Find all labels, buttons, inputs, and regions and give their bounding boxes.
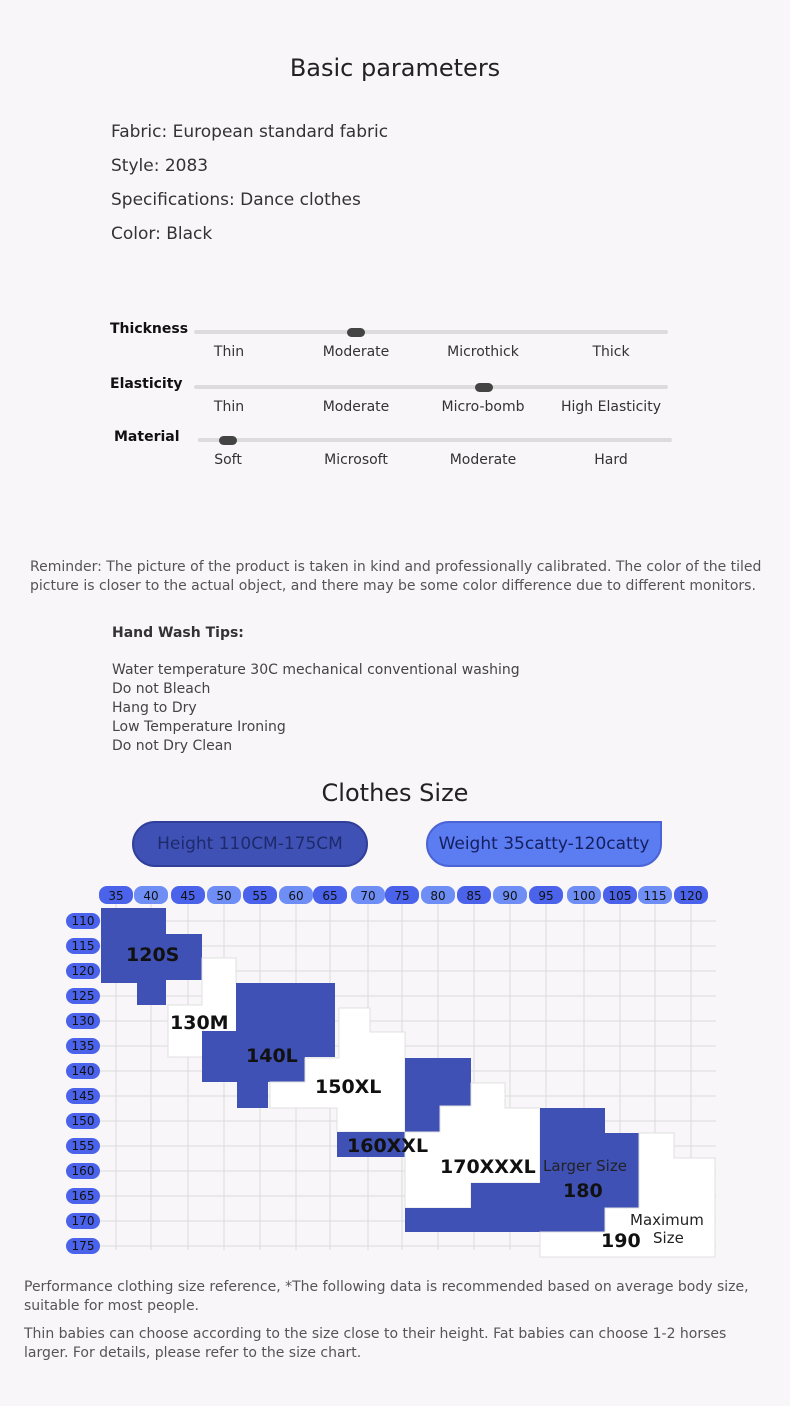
wash-tips-list: [112, 661, 520, 756]
weight-tag-label: 95: [538, 889, 554, 903]
size-label-size: Size: [653, 1229, 684, 1247]
weight-tag-label: 100: [572, 889, 596, 903]
footer-note-2: Thin babies can choose according to the size close to their height. Fat babies can choose 1-2 horses larger. For details, please refer to the size chart.: [24, 1326, 727, 1361]
material-track: [198, 438, 672, 442]
weight-tag-label: 75: [394, 889, 410, 903]
size-label-larger-size: Larger Size: [543, 1157, 627, 1175]
wash-tip-item: Do not Bleach: [112, 681, 211, 697]
height-tag-label: 125: [71, 989, 95, 1003]
height-tag-label: 130: [71, 1014, 95, 1028]
footer-note-1: Performance clothing size reference, *The following data is recommended based on average body size, suitable for most people.: [24, 1279, 749, 1314]
weight-tag-label: 55: [252, 889, 268, 903]
size-label-maximum: Maximum: [630, 1211, 704, 1229]
param-fabric: Fabric: European standard fabric: [111, 122, 389, 142]
size-label-170xxxl: 170XXXL: [440, 1156, 536, 1178]
height-tag-label: 145: [71, 1089, 95, 1103]
material-label: Material: [114, 429, 180, 445]
param-specifications: Specifications: Dance clothes: [111, 190, 361, 210]
weight-tag-label: 70: [360, 889, 376, 903]
height-tag-label: 120: [71, 964, 95, 978]
wash-tips-title: Hand Wash Tips:: [112, 625, 244, 641]
material-option-hard: Hard: [594, 452, 628, 468]
height-tag-label: 135: [71, 1039, 95, 1053]
weight-tag-label: 115: [643, 889, 667, 903]
thickness-option-thin: Thin: [213, 344, 245, 360]
weight-tag-label: 35: [108, 889, 124, 903]
height-tag-label: 110: [71, 914, 95, 928]
weight-tag-label: 80: [430, 889, 446, 903]
weight-tag-label: 60: [288, 889, 304, 903]
size-label-140l: 140L: [246, 1045, 298, 1067]
height-tag-label: 175: [71, 1239, 95, 1253]
thickness-option-thick: Thick: [592, 344, 630, 360]
height-range-pill: Height 110CM-175CM: [132, 821, 368, 867]
weight-tag-label: 65: [322, 889, 338, 903]
size-chart: [0, 880, 790, 1260]
size-label-150xl: 150XL: [315, 1076, 382, 1098]
wash-tip-item: Do not Dry Clean: [112, 738, 233, 754]
wash-tip-item: Hang to Dry: [112, 700, 197, 716]
wash-tip-item: Water temperature 30C mechanical conventional washing: [112, 662, 520, 678]
height-tag-label: 160: [71, 1164, 95, 1178]
weight-tag-label: 45: [180, 889, 196, 903]
elasticity-option-high-elasticity: High Elasticity: [561, 399, 661, 415]
height-tag-label: 140: [71, 1064, 95, 1078]
material-option-microsoft: Microsoft: [324, 452, 388, 468]
weight-tag-label: 120: [679, 889, 703, 903]
height-tag-label: 155: [71, 1139, 95, 1153]
thickness-option-microthick: Microthick: [447, 344, 519, 360]
basic-parameters-title: Basic parameters: [289, 54, 501, 82]
size-label-120s: 120S: [126, 944, 180, 966]
height-tag-label: 150: [71, 1114, 95, 1128]
size-label-130m: 130M: [170, 1012, 229, 1034]
elasticity-option-thin: Thin: [213, 399, 245, 415]
thickness-track: [194, 330, 668, 334]
elasticity-track: [194, 385, 668, 389]
size-label-180: 180: [563, 1180, 603, 1202]
material-option-moderate: Moderate: [449, 452, 517, 468]
height-tag-label: 115: [71, 939, 95, 953]
weight-tag-label: 85: [466, 889, 482, 903]
material-option-soft: Soft: [214, 452, 242, 468]
weight-tag-label: 105: [608, 889, 632, 903]
thickness-knob[interactable]: [347, 328, 365, 337]
thickness-option-moderate: Moderate: [322, 344, 390, 360]
thickness-label: Thickness: [110, 321, 189, 337]
weight-tag-label: 50: [216, 889, 232, 903]
clothes-size-title: Clothes Size: [321, 779, 469, 807]
reminder-text: Reminder: The picture of the product is taken in kind and professionally calibrated. The color of the tiled picture is closer to the actual object, and there may be some color difference due to different monitors.: [30, 559, 762, 594]
height-tag-label: 165: [71, 1189, 95, 1203]
material-knob[interactable]: [219, 436, 237, 445]
wash-tip-item: Low Temperature Ironing: [112, 719, 286, 735]
param-style: Style: 2083: [111, 156, 209, 176]
weight-tag-label: 40: [143, 889, 159, 903]
size-label-160xxl: 160XXL: [347, 1135, 429, 1157]
param-color: Color: Black: [111, 224, 213, 244]
elasticity-label: Elasticity: [110, 376, 183, 392]
elasticity-knob[interactable]: [475, 383, 493, 392]
weight-tag-label: 90: [502, 889, 518, 903]
weight-range-pill: Weight 35catty-120catty: [426, 821, 662, 867]
size-label-190: 190: [601, 1230, 641, 1252]
height-tag-label: 170: [71, 1214, 95, 1228]
elasticity-option-micro-bomb: Micro-bomb: [441, 399, 525, 415]
elasticity-option-moderate: Moderate: [322, 399, 390, 415]
